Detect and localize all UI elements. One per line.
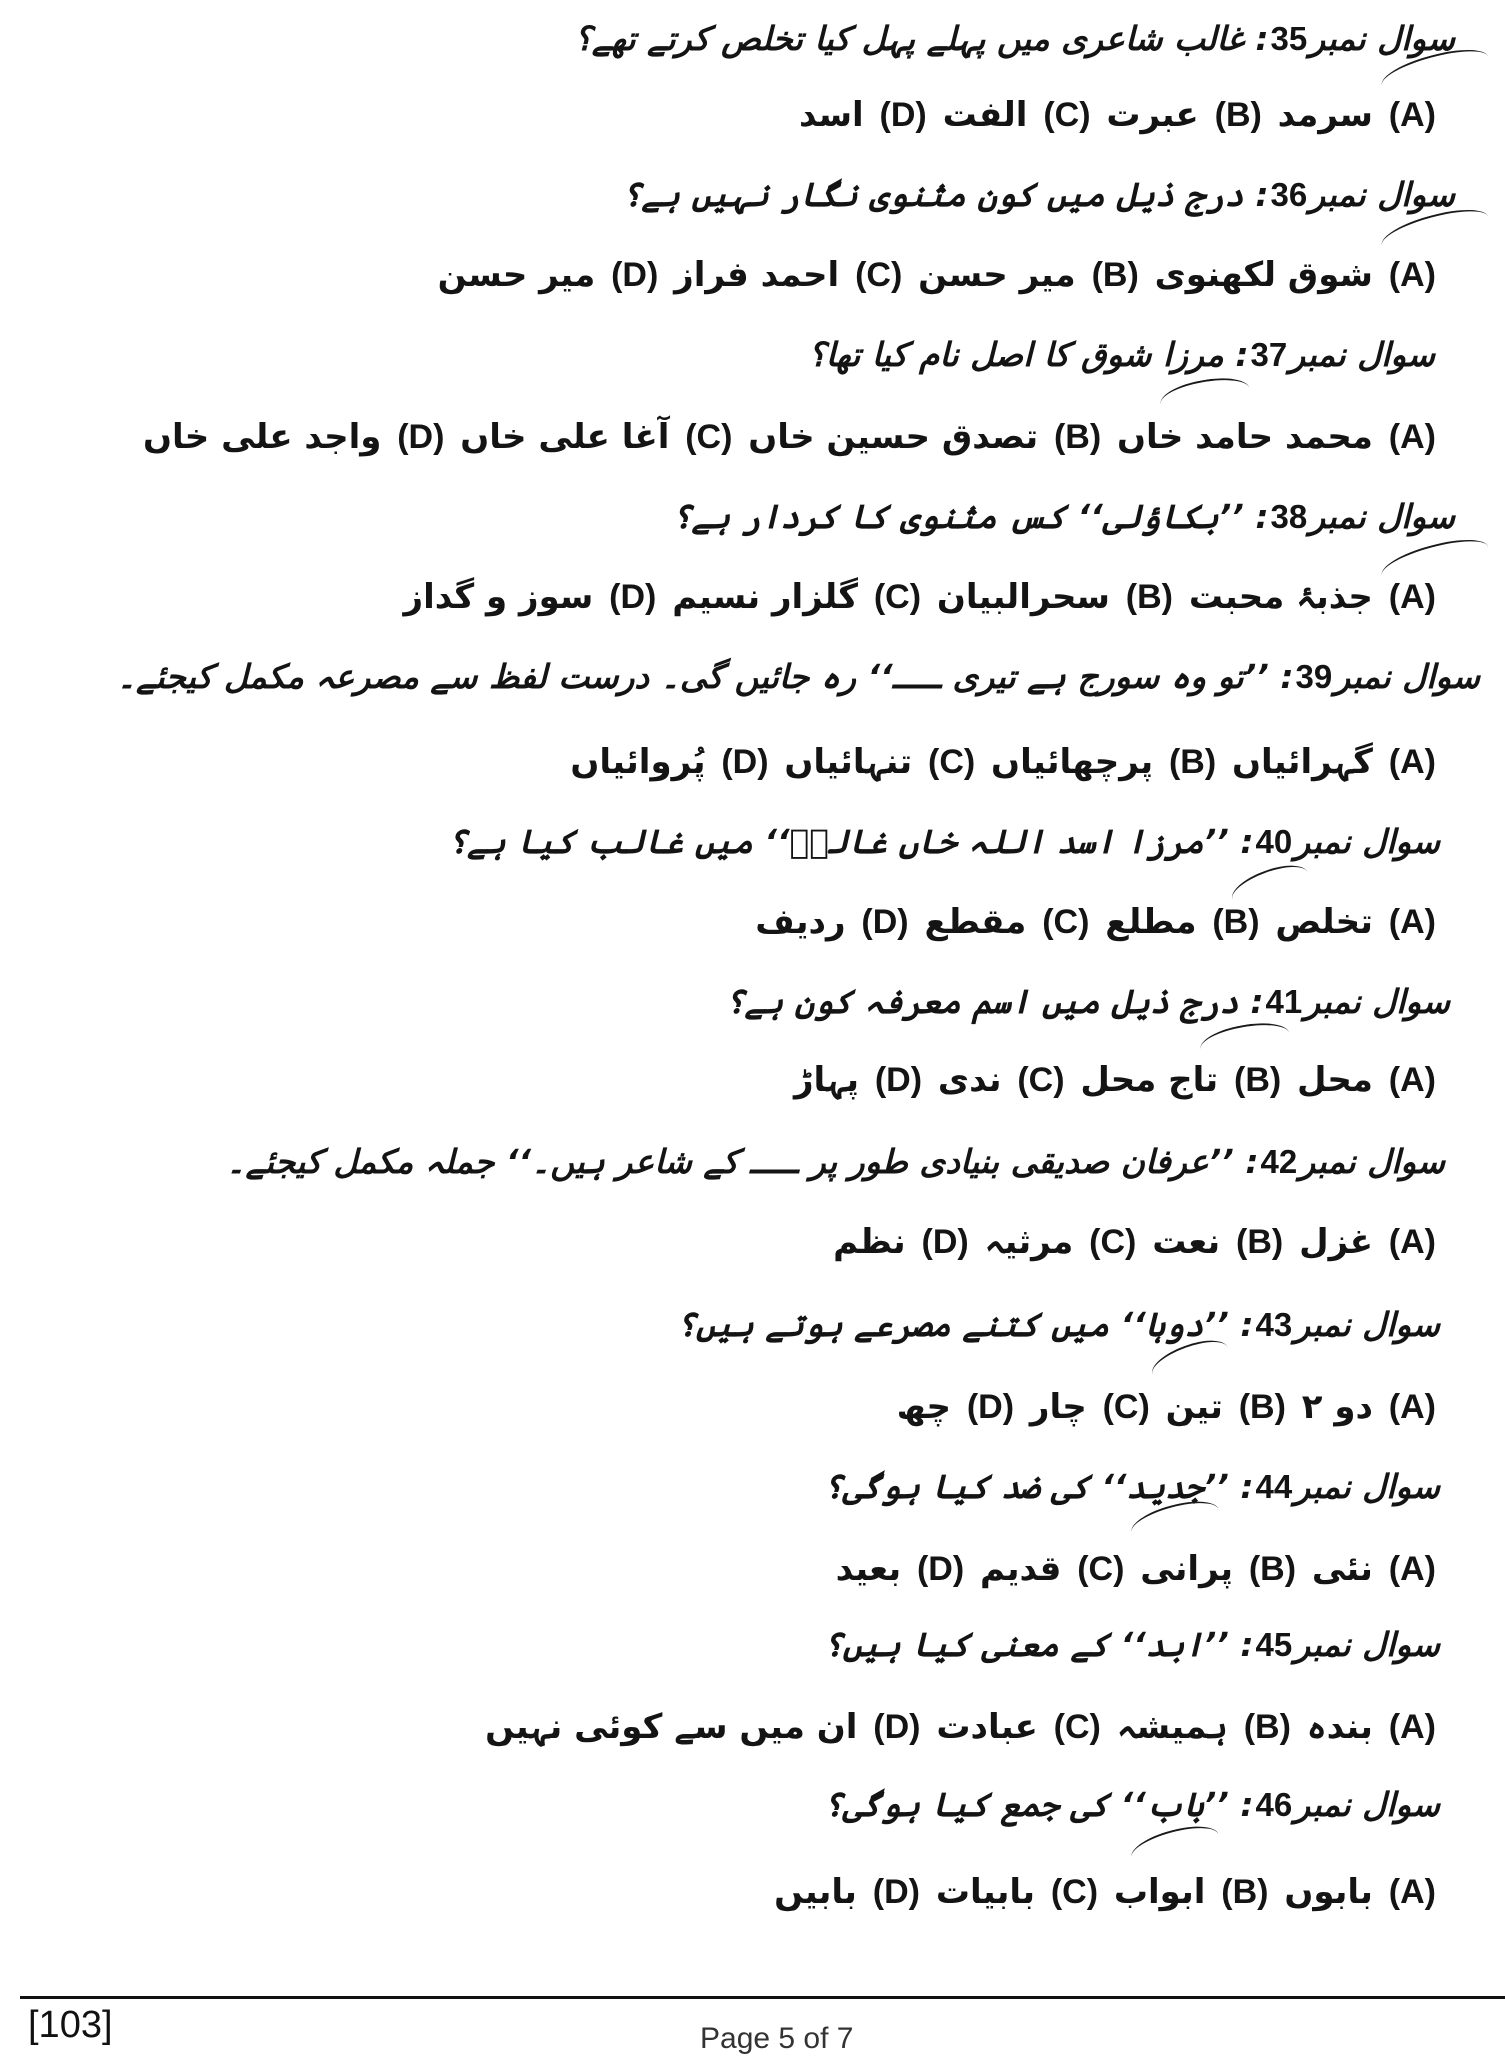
option-a: (A) گہرائیاں (1232, 742, 1436, 782)
question-number: 35 (1270, 20, 1308, 57)
option-c: (C) عبادت (936, 1707, 1101, 1747)
options-39 (570, 742, 1440, 782)
option-d: (D) بابیں (774, 1872, 920, 1912)
option-a: (A) محل (1297, 1060, 1436, 1100)
pen-underline-mark (1127, 1819, 1222, 1873)
paper-code: [103] (28, 2004, 113, 2046)
question-39: سوال نمبر39: ’’تو وہ سورج ہے تیری ـــــ‘‘ رہ جائیں گی۔ درست لفظ سے مصرعہ مکمل کیجئے۔ (116, 657, 1480, 696)
question-46: سوال نمبر46: ’’باب‘‘ کی جمع کیا ہوگی؟ (823, 1785, 1440, 1824)
option-b: (B) تاج محل (1080, 1060, 1282, 1100)
option-a: (A) جذبۂ محبت (1188, 577, 1436, 617)
option-a: (A) غزل (1299, 1222, 1436, 1262)
option-c: (C) مرثیہ (984, 1222, 1137, 1262)
question-44: سوال نمبر44: ’’جدید‘‘ کی ضد کیا ہوگی؟ (823, 1467, 1440, 1506)
option-d: (D) ان میں سے کوئی نہیں (485, 1707, 921, 1747)
options-42 (833, 1222, 1440, 1262)
option-a: (A) محمد حامد خاں (1117, 417, 1436, 457)
option-b: (B) عبرت (1106, 95, 1262, 135)
question-45: سوال نمبر45: ’’ابد‘‘ کے معنی کیا ہیں؟ (823, 1625, 1440, 1664)
options-41 (793, 1060, 1440, 1100)
option-a: (A) بندہ (1306, 1707, 1436, 1747)
option-a: (A) بابوں (1284, 1872, 1436, 1912)
options-38 (403, 577, 1440, 617)
options-35 (798, 95, 1440, 135)
options-45 (485, 1707, 1440, 1747)
option-b: (B) نعت (1152, 1222, 1284, 1262)
option-d: (D) میر حسن (437, 255, 659, 295)
options-36 (437, 255, 1440, 295)
page-label: Page 5 of 7 (700, 2022, 854, 2055)
option-b: (B) میر حسن (918, 255, 1139, 295)
question-label: سوال نمبر (1309, 19, 1455, 58)
option-a: (A) تخلص (1275, 902, 1436, 942)
option-c: (C) آغا علی خاں (460, 417, 733, 457)
option-b: (B) پرانی (1140, 1549, 1297, 1589)
option-c: (C) چار (1029, 1387, 1150, 1427)
option-d: (D) اسد (798, 95, 927, 135)
option-a: (A) سرمد (1277, 95, 1436, 135)
option-c: (C) احمد فراز (674, 255, 903, 295)
question-43: سوال نمبر43: ’’دوہا‘‘ میں کتنے مصرعے ہوتے ہیں؟ (676, 1305, 1440, 1344)
footer-rule (20, 1996, 1505, 1999)
option-b: (B) ہمیشہ (1116, 1707, 1291, 1747)
option-b: (B) پرچھائیاں (991, 742, 1217, 782)
option-b: (B) تصدق حسین خاں (748, 417, 1102, 457)
options-40 (755, 902, 1440, 942)
option-d: (D) ردیف (755, 902, 909, 942)
option-b: (B) ابواب (1113, 1872, 1269, 1912)
options-43 (896, 1387, 1440, 1427)
option-d: (D) پہاڑ (793, 1060, 923, 1100)
option-d: (D) چھ (896, 1387, 1015, 1427)
options-46 (774, 1872, 1440, 1912)
option-c: (C) ندی (937, 1060, 1065, 1100)
option-d: (D) نظم (833, 1222, 969, 1262)
option-c: (C) قدیم (980, 1549, 1125, 1589)
option-c: (C) گلزار نسیم (672, 577, 922, 617)
option-c: (C) الفت (942, 95, 1091, 135)
option-a: (A) شوق لکھنوی (1154, 255, 1436, 295)
option-a: (A) نئی (1311, 1549, 1436, 1589)
pen-underline-mark (1158, 372, 1252, 419)
options-44 (835, 1549, 1440, 1589)
question-41: سوال نمبر41: درج ذیل میں اسم معرفہ کون ہے؟ (725, 982, 1450, 1021)
option-c: (C) تنہائیاں (784, 742, 976, 782)
option-d: (D) واجد علی خاں (142, 417, 445, 457)
option-b: (B) تین (1165, 1387, 1286, 1427)
option-b: (B) سحرالبیان (936, 577, 1173, 617)
option-c: (C) بابیات (935, 1872, 1099, 1912)
question-42: سوال نمبر42: ’’عرفان صدیقی بنیادی طور پر ـــــ کے شاعر ہیں۔‘‘ جملہ مکمل کیجئے۔ (226, 1142, 1445, 1181)
option-c: (C) مقطع (924, 902, 1090, 942)
question-37: سوال نمبر37: مرزا شوق کا اصل نام کیا تھا؟ (808, 335, 1435, 374)
question-38: سوال نمبر38: ’’بکاؤلی‘‘ کس مثنوی کا کردار ہے؟ (672, 497, 1455, 536)
option-d: (D) بعید (835, 1549, 965, 1589)
pen-underline-mark (1198, 1017, 1292, 1064)
option-d: (D) سوز و گداز (403, 577, 657, 617)
option-a: (A) دو ۲ (1301, 1387, 1436, 1427)
option-d: (D) پُروائیاں (570, 742, 769, 782)
question-40: سوال نمبر40: ’’مرزا اسد اللہ خاں غالبؔ‘‘ میں غالب کیا ہے؟ (447, 822, 1440, 861)
question-36: سوال نمبر36: درج ذیل میں کون مثنوی نگار نہیں ہے؟ (622, 175, 1455, 214)
options-37 (142, 417, 1440, 457)
question-text: غالب شاعری میں پہلے پہل کیا تخلص کرتے تھے؟ (574, 19, 1244, 58)
option-b: (B) مطلع (1105, 902, 1260, 942)
question-35: سوال نمبر35: غالب شاعری میں پہلے پہل کیا تخلص کرتے تھے؟ (574, 19, 1455, 58)
